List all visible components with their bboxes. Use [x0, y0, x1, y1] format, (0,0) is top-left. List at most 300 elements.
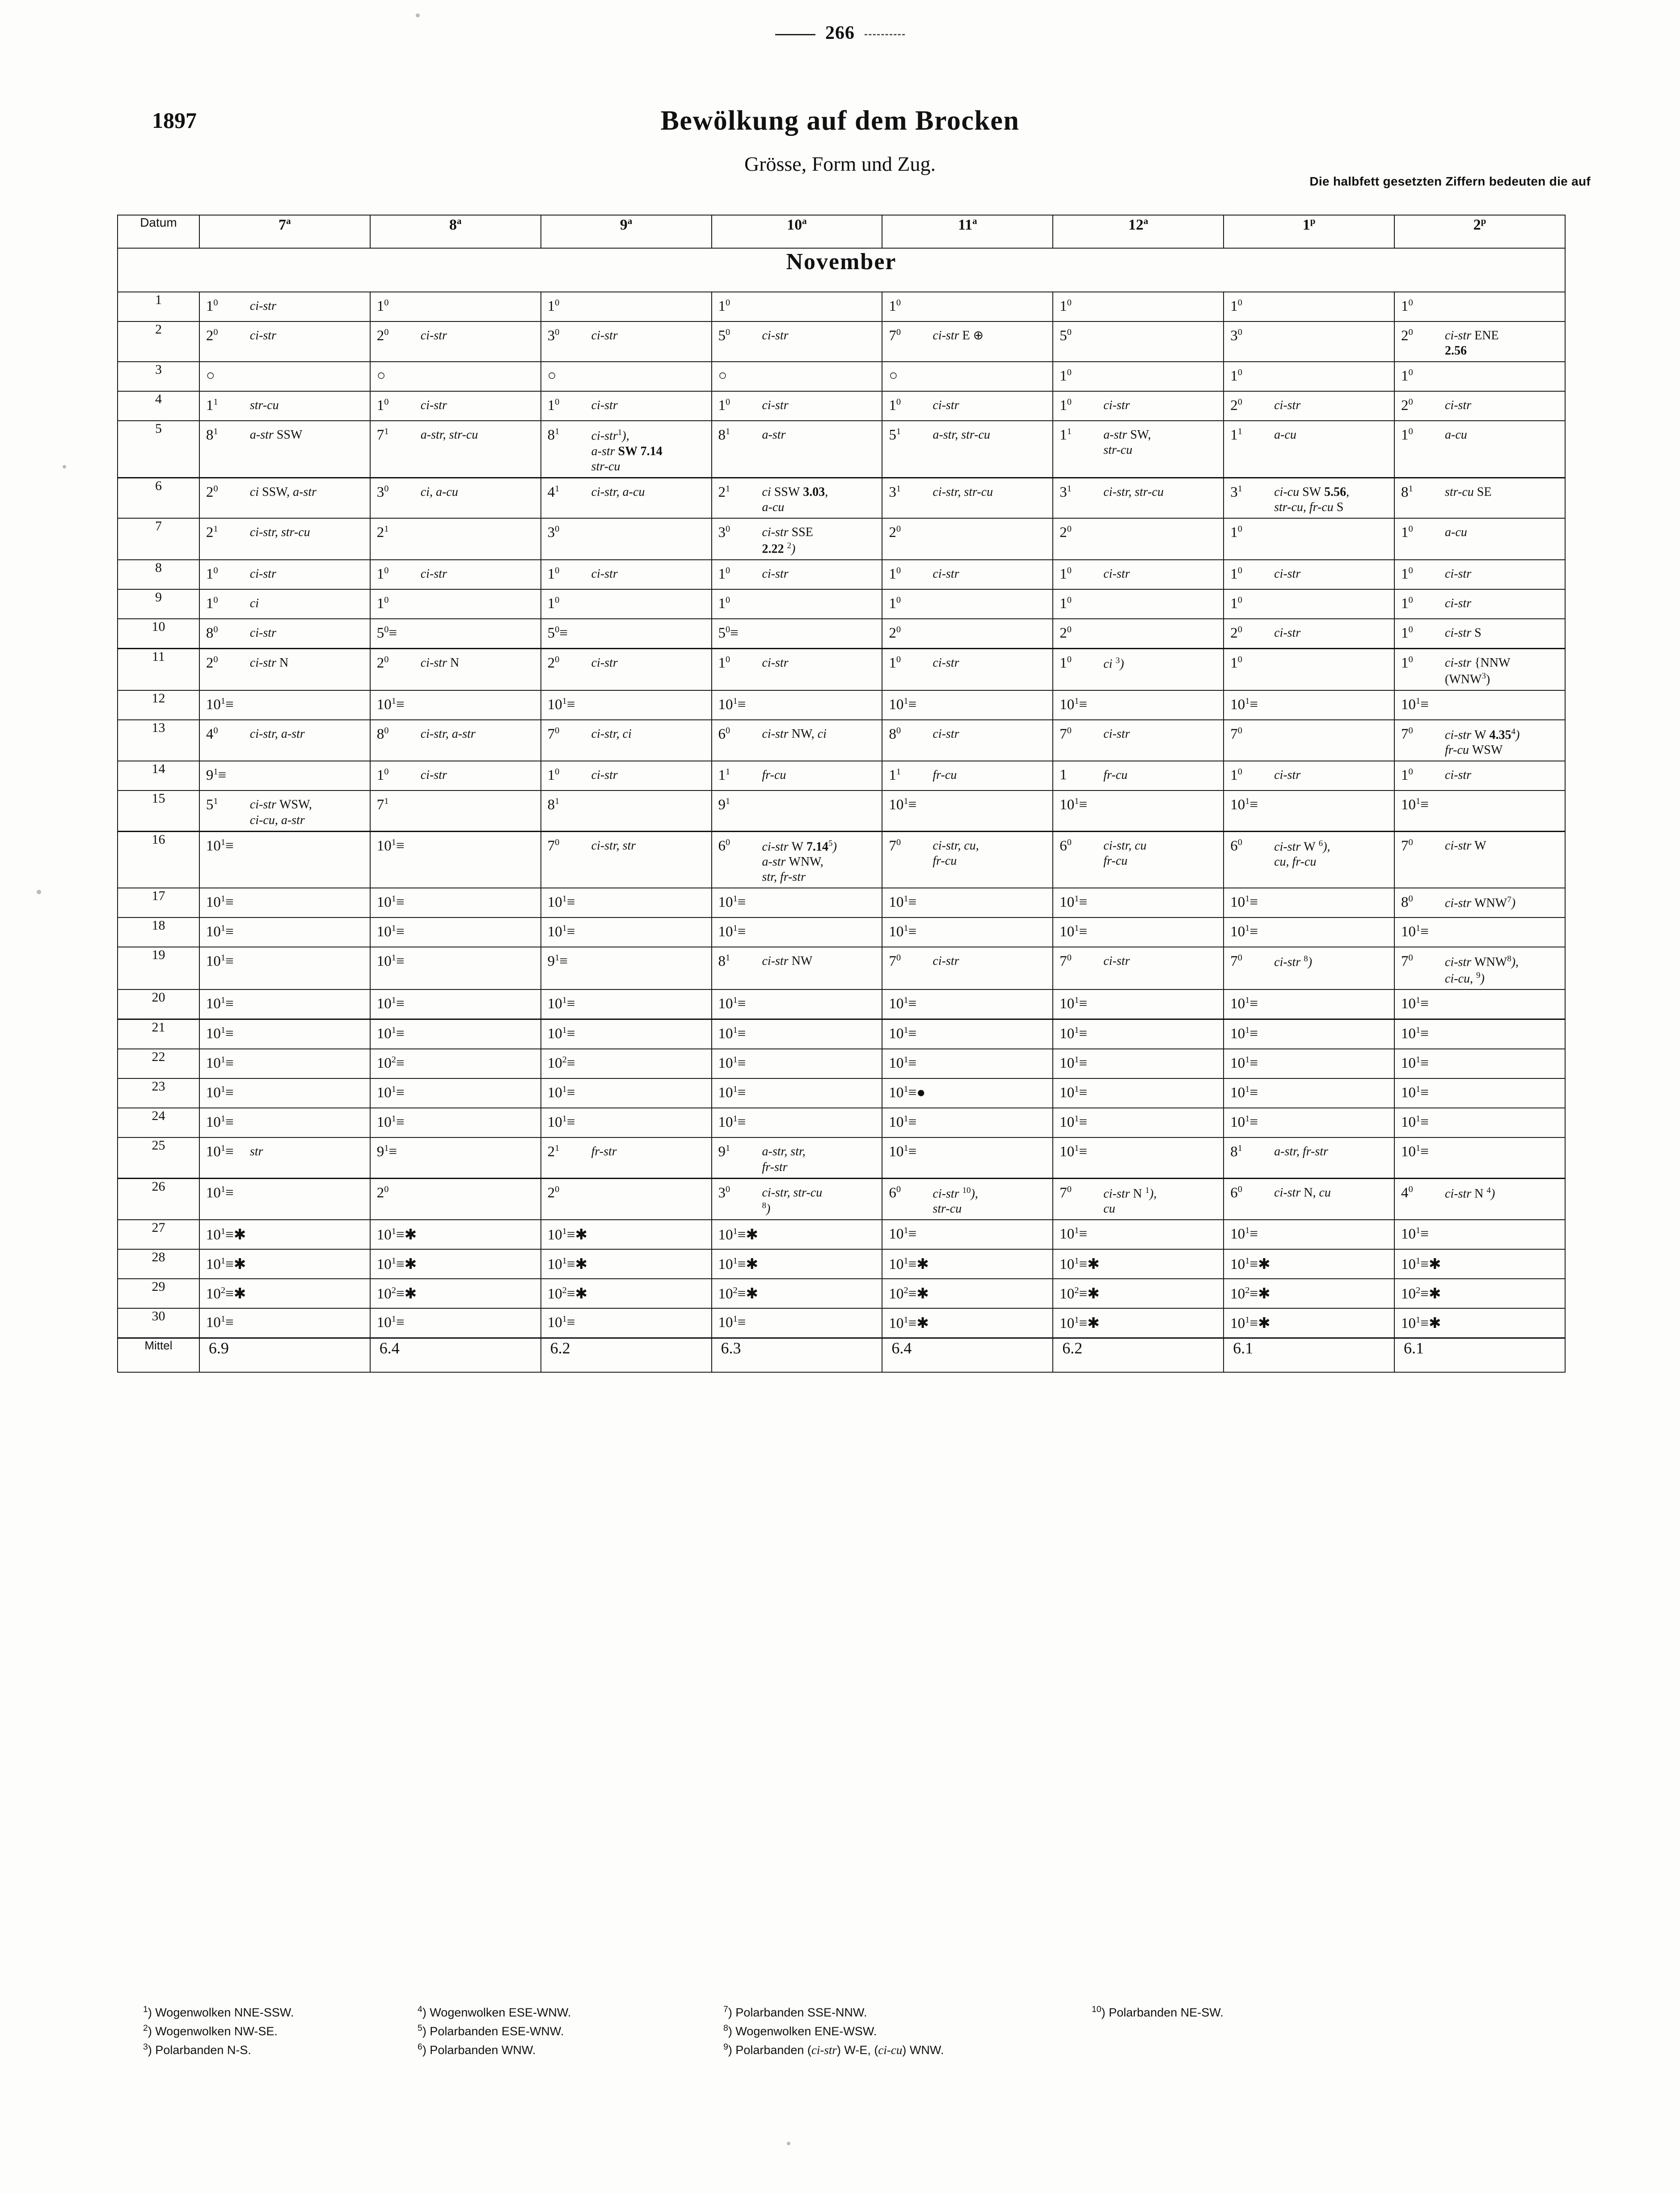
cloud-form-text: ci, a-cu — [420, 485, 458, 499]
observation-cell — [1394, 1078, 1565, 1108]
cloud-form-text — [930, 888, 1052, 917]
cloud-amount: $1^0$ — [1401, 524, 1413, 541]
observation-cell — [712, 421, 882, 478]
observation-content — [882, 947, 1052, 976]
rule-left — [775, 34, 815, 35]
observation-content — [712, 619, 882, 648]
cloud-form-text — [589, 1020, 711, 1048]
observation-cell — [1053, 478, 1224, 519]
cloud-form-text — [1271, 362, 1394, 391]
cloud-amount: $1^0$ — [376, 566, 389, 583]
observation-cell — [1224, 391, 1394, 421]
table-row — [118, 560, 1565, 589]
footnote-item: $^2$) Wogenwolken NW-SE. — [143, 2023, 278, 2038]
cloud-form-text — [760, 1020, 882, 1048]
cloud-form-text: ci-str, cu fr-cu — [1103, 838, 1147, 868]
observation-cell — [1224, 947, 1394, 989]
cloud-form-text: ci-str — [420, 398, 447, 413]
cloud-form-text — [1442, 292, 1565, 321]
observation-cell — [370, 1308, 541, 1338]
observation-content — [1395, 392, 1565, 420]
observation-content — [1053, 590, 1223, 618]
observation-content — [371, 590, 540, 618]
cloud-amount: $10^1\equiv$ — [1230, 796, 1258, 813]
cloud-amount: $10^1\equiv✱$ — [206, 1226, 246, 1243]
observation-content — [712, 590, 882, 618]
observation-cell — [1053, 560, 1224, 589]
cloud-form-text: ci-str W — [1445, 838, 1486, 853]
cloud-form-text: ci-str WNW$^8$), ci-cu, $^9$) — [1445, 954, 1519, 986]
observation-cell — [1053, 1078, 1224, 1108]
cloud-amount: $10^1\equiv$ — [1401, 1025, 1429, 1042]
cloud-form-text — [930, 791, 1052, 820]
observation-content — [882, 791, 1052, 820]
observation-cell — [541, 649, 712, 690]
cloud-form-text — [1442, 1309, 1565, 1337]
cloud-amount: $4^1$ — [547, 484, 560, 501]
observation-content — [541, 888, 711, 917]
observation-content — [712, 478, 882, 518]
observation-cell — [712, 1249, 882, 1279]
footnote-item: $^7$) Polarbanden SSE-NNW. — [723, 2004, 867, 2019]
cloud-form-text: ci-str — [591, 329, 618, 342]
observation-content — [1053, 832, 1223, 871]
cloud-form-text — [1101, 1020, 1223, 1048]
cloud-amount: $10^1\equiv✱$ — [1230, 1256, 1271, 1273]
cloud-form-text: ci-str — [1103, 398, 1130, 413]
observation-cell — [1224, 917, 1394, 947]
observation-content — [1053, 1179, 1223, 1220]
cloud-form-text — [1442, 691, 1565, 719]
observation-content — [1053, 560, 1223, 589]
observation-cell — [1224, 989, 1394, 1019]
cloud-amount: $10^1\equiv●$ — [889, 1084, 926, 1101]
cloud-form-text — [1101, 1049, 1223, 1078]
observation-content — [712, 649, 882, 678]
observation-cell — [1394, 589, 1565, 619]
observation-content — [541, 1279, 711, 1308]
cloud-form-text — [418, 619, 540, 648]
column-header-hour-7a: 7$^a$ — [199, 215, 370, 248]
cloud-form-text: ci-str — [249, 567, 276, 581]
cloud-form-text — [930, 292, 1052, 321]
cloud-form-text — [760, 590, 882, 618]
observation-cell — [541, 720, 712, 761]
cloud-form-text: ci-str — [762, 329, 789, 342]
observation-content — [1053, 761, 1223, 790]
footnote-grid — [143, 2003, 1547, 2059]
cloud-form-text — [1101, 619, 1223, 648]
day-number-cell: 29 — [118, 1279, 199, 1308]
cloud-amount: $10^1\equiv$ — [1401, 1226, 1429, 1243]
cloud-amount: $10^1\equiv$ — [206, 953, 234, 970]
observation-cell — [1394, 989, 1565, 1019]
observation-content — [541, 560, 711, 589]
observation-content — [1224, 761, 1394, 790]
observation-cell — [882, 1049, 1053, 1078]
observation-cell — [541, 518, 712, 560]
observation-content — [712, 1108, 882, 1137]
observation-cell — [1053, 720, 1224, 761]
observation-content — [1224, 918, 1394, 947]
day-number-cell: 20 — [118, 989, 199, 1019]
cloud-form-text — [247, 691, 370, 719]
observation-content — [371, 918, 540, 947]
cloud-form-text: ci-str $^8$) — [1274, 954, 1313, 969]
observation-content — [1224, 519, 1394, 547]
observation-content — [541, 1049, 711, 1078]
observation-cell — [1053, 917, 1224, 947]
observation-cell — [1224, 619, 1394, 649]
cloud-amount: $10^1\equiv$ — [1401, 1055, 1429, 1072]
day-number-cell: 25 — [118, 1137, 199, 1178]
observation-cell — [882, 761, 1053, 791]
observation-content — [1053, 1138, 1223, 1167]
cloud-amount: $10^1\equiv$ — [547, 1025, 575, 1042]
observation-content — [712, 990, 882, 1019]
observation-content — [371, 421, 540, 450]
cloud-form-text: ci-str, str-cu — [249, 525, 310, 540]
observation-cell — [1224, 831, 1394, 888]
cloud-amount: $2^0$ — [376, 1184, 389, 1201]
cloud-form-text: ci-str N, cu — [1274, 1185, 1331, 1200]
observation-content — [882, 1049, 1052, 1078]
observation-cell — [882, 619, 1053, 649]
cloud-amount: $10^1\equiv$ — [206, 696, 234, 713]
observation-cell — [541, 690, 712, 720]
cloud-form-text — [1101, 362, 1223, 391]
observation-cell — [199, 1049, 370, 1078]
observation-content — [200, 1049, 370, 1078]
cloud-form-text — [760, 1049, 882, 1078]
cloud-form-text — [760, 1309, 882, 1337]
cloud-amount: $10^1\equiv$ — [547, 894, 575, 911]
cloud-amount: ○ — [718, 368, 727, 384]
cloud-amount: $10^1\equiv$ — [547, 995, 575, 1012]
cloud-amount: $5^1$ — [206, 796, 218, 813]
observation-content — [1395, 947, 1565, 989]
observation-content — [1395, 619, 1565, 648]
cloud-form-text: ci-str — [1445, 768, 1472, 782]
observation-content — [541, 1179, 711, 1208]
cloud-amount: $10^1\equiv✱$ — [1059, 1315, 1100, 1332]
cloud-amount: $10^1\equiv$ — [718, 1314, 746, 1331]
observation-content — [200, 990, 370, 1019]
cloud-form-text — [589, 519, 711, 547]
observation-cell — [882, 1178, 1053, 1220]
observation-cell — [370, 362, 541, 391]
cloud-amount: $3^1$ — [1230, 484, 1242, 501]
cloud-amount: $8^1$ — [718, 953, 730, 970]
observation-cell — [370, 619, 541, 649]
observation-cell — [1394, 1108, 1565, 1137]
cloud-amount: $10^1\equiv$ — [376, 923, 405, 940]
cloud-form-text — [418, 1309, 540, 1337]
observation-content — [712, 1309, 882, 1337]
cloud-amount: $5^0$ — [718, 327, 730, 344]
observation-content — [882, 1250, 1052, 1278]
observation-cell — [1394, 1049, 1565, 1078]
observation-content — [882, 590, 1052, 618]
observation-content — [1395, 888, 1565, 917]
cloud-form-text: ci-str, a-str — [249, 727, 305, 741]
observation-cell — [1394, 1220, 1565, 1249]
observation-content — [882, 619, 1052, 648]
observation-cell — [1053, 391, 1224, 421]
cloud-amount: $10^2\equiv✱$ — [1059, 1285, 1100, 1302]
observation-cell — [882, 1308, 1053, 1338]
observation-cell — [370, 720, 541, 761]
cloud-amount: $1^0$ — [206, 595, 218, 612]
observation-cell — [712, 589, 882, 619]
cloud-amount: $1^0$ — [547, 767, 560, 784]
cloud-amount: $10^1\equiv$ — [206, 894, 234, 911]
mean-value: 6.2 — [550, 1339, 570, 1357]
day-number-cell: 10 — [118, 619, 199, 649]
day-number-cell: 1 — [118, 292, 199, 321]
observation-cell — [882, 791, 1053, 831]
observation-content — [882, 362, 1052, 391]
observation-cell — [882, 292, 1053, 321]
table-row — [118, 690, 1565, 720]
cloud-form-text: fr-cu — [1103, 768, 1128, 782]
observation-content — [1395, 1049, 1565, 1078]
observation-cell — [199, 391, 370, 421]
observation-cell — [1053, 649, 1224, 690]
cloud-amount: $10^1\equiv$ — [1401, 1114, 1429, 1131]
cloud-amount: $9^1$ — [718, 1143, 730, 1160]
cloud-amount: $1^0$ — [1401, 298, 1413, 314]
cloud-form-text — [589, 1250, 711, 1278]
day-number-cell: 23 — [118, 1078, 199, 1108]
observation-content — [1395, 1179, 1565, 1208]
cloud-amount: $8^1$ — [718, 427, 730, 444]
observation-cell — [882, 1220, 1053, 1249]
cloud-form-text — [760, 292, 882, 321]
observation-content — [1053, 1309, 1223, 1337]
footnote-item: $^6$) Polarbanden WNW. — [418, 2042, 536, 2057]
cloud-form-text — [760, 791, 882, 820]
cloud-amount: $2^0$ — [889, 625, 901, 642]
observation-content — [712, 947, 882, 976]
observation-cell — [541, 1137, 712, 1178]
observation-cell — [1224, 720, 1394, 761]
cloud-form-text — [418, 1179, 540, 1208]
cloud-amount: $7^0$ — [889, 837, 901, 854]
cloud-form-text — [589, 1220, 711, 1249]
cloud-amount: $1^0$ — [718, 655, 730, 672]
cloud-form-text: a-cu — [1445, 428, 1467, 442]
observation-content — [200, 322, 370, 351]
observation-content — [712, 791, 882, 820]
observation-content — [1395, 720, 1565, 761]
cloud-amount: $8^0$ — [1401, 894, 1413, 911]
day-number-cell: 16 — [118, 831, 199, 888]
observation-content — [1224, 990, 1394, 1019]
observation-cell — [712, 478, 882, 519]
cloud-form-text — [1271, 1020, 1394, 1048]
cloud-amount: $10^1\equiv$ — [1230, 1226, 1258, 1243]
cloud-form-text: str-cu — [249, 398, 279, 413]
observation-content — [541, 322, 711, 351]
observation-cell — [1394, 292, 1565, 321]
cloud-amount: 1 — [1059, 767, 1067, 783]
observation-cell — [1053, 1019, 1224, 1049]
observation-content — [200, 1108, 370, 1137]
observation-cell — [199, 1178, 370, 1220]
cloud-form-text: fr-str — [591, 1145, 617, 1159]
observation-content — [882, 478, 1052, 507]
observation-content — [712, 1279, 882, 1308]
observation-content — [371, 1049, 540, 1078]
cloud-form-text — [1442, 1079, 1565, 1108]
cloud-amount: $6^0$ — [718, 837, 730, 854]
observation-content — [1053, 1250, 1223, 1278]
observation-cell — [882, 947, 1053, 989]
day-number-cell: 19 — [118, 947, 199, 989]
observation-cell — [712, 292, 882, 321]
table-row — [118, 888, 1565, 917]
observation-cell — [1394, 831, 1565, 888]
observation-content — [371, 362, 540, 391]
cloud-amount: $1^0$ — [1401, 566, 1413, 583]
observation-cell — [1394, 761, 1565, 791]
observation-content — [882, 761, 1052, 790]
cloud-amount: $3^1$ — [889, 484, 901, 501]
cloud-amount: $3^0$ — [547, 327, 560, 344]
observation-cell — [882, 391, 1053, 421]
observation-content — [371, 478, 540, 507]
observation-cell — [370, 589, 541, 619]
cloud-form-text — [1271, 1079, 1394, 1108]
observation-content — [1224, 1220, 1394, 1249]
cloud-form-text — [930, 362, 1052, 391]
observation-content — [1395, 292, 1565, 321]
observation-content — [1053, 888, 1223, 917]
observation-content — [541, 392, 711, 420]
cloud-amount: $10^1\equiv✱$ — [376, 1256, 417, 1273]
observation-cell — [1053, 1308, 1224, 1338]
cloud-amount: $3^1$ — [1059, 484, 1072, 501]
observation-cell — [882, 831, 1053, 888]
observation-content — [200, 1179, 370, 1208]
cloud-form-text: ci-str — [1445, 398, 1472, 413]
observation-content — [200, 362, 370, 391]
observation-cell — [1394, 560, 1565, 589]
observation-content — [541, 649, 711, 678]
observation-content — [882, 1108, 1052, 1137]
day-number-cell: 30 — [118, 1308, 199, 1338]
cloud-form-text: ci-str$^1$), a-str SW 7.14 str-cu — [591, 428, 663, 473]
observation-cell — [882, 321, 1053, 362]
cloud-form-text — [1101, 990, 1223, 1019]
cloud-form-text: ci-str — [762, 656, 789, 670]
table-body — [118, 248, 1565, 1372]
mean-value-cell — [199, 1338, 370, 1373]
observation-cell — [1224, 518, 1394, 560]
observation-cell — [1053, 1249, 1224, 1279]
observation-cell — [1394, 1137, 1565, 1178]
observation-cell — [541, 292, 712, 321]
cloud-form-text: a-str, fr-str — [1274, 1145, 1328, 1159]
observation-cell — [882, 1137, 1053, 1178]
observation-cell — [370, 292, 541, 321]
observation-cell — [370, 1108, 541, 1137]
cloud-amount: $8^0$ — [376, 725, 389, 742]
cloud-amount: $1^1$ — [206, 397, 218, 414]
observation-cell — [199, 1078, 370, 1108]
observation-cell — [882, 1279, 1053, 1308]
observation-cell — [1224, 1178, 1394, 1220]
observation-cell — [541, 321, 712, 362]
cloud-form-text — [418, 590, 540, 618]
cloud-form-text: a-str, str-cu — [420, 428, 478, 442]
cloud-amount: $10^1\equiv$ — [1059, 1114, 1088, 1131]
cloud-form-text: ci-str NW — [762, 954, 813, 968]
cloud-amount: $2^0$ — [1059, 524, 1072, 541]
cloud-form-text — [760, 619, 882, 648]
observation-cell — [712, 1019, 882, 1049]
observation-content — [541, 362, 711, 391]
observation-content — [882, 1020, 1052, 1048]
observation-cell — [712, 560, 882, 589]
cloud-amount: $1^0$ — [376, 397, 389, 414]
observation-content — [1395, 1138, 1565, 1167]
observation-content — [712, 421, 882, 450]
cloud-amount: $2^0$ — [1059, 625, 1072, 642]
cloud-amount: $10^1\equiv$ — [1230, 696, 1258, 713]
cloud-form-text — [247, 832, 370, 861]
observation-cell — [1053, 421, 1224, 478]
day-number-cell: 13 — [118, 720, 199, 761]
cloud-amount: $9^1\equiv$ — [547, 953, 568, 970]
cloud-amount: $10^1\equiv$ — [1059, 1226, 1088, 1243]
table-row — [118, 947, 1565, 989]
observation-content — [371, 1220, 540, 1249]
observation-content — [371, 1138, 540, 1167]
observation-cell — [712, 720, 882, 761]
observation-content — [712, 888, 882, 917]
day-number-cell: 26 — [118, 1178, 199, 1220]
observation-content — [882, 1079, 1052, 1108]
observation-content — [1224, 1309, 1394, 1337]
observation-cell — [882, 518, 1053, 560]
cloud-form-text: ci-str, a-cu — [591, 485, 645, 499]
observation-content — [1395, 1079, 1565, 1108]
cloud-amount: $1^0$ — [376, 595, 389, 612]
scan-speck — [63, 465, 66, 469]
observation-cell — [882, 1019, 1053, 1049]
observation-content — [200, 392, 370, 420]
day-number-cell: 18 — [118, 917, 199, 947]
observation-content — [200, 1250, 370, 1278]
cloud-amount: $2^0$ — [1230, 397, 1242, 414]
cloud-amount: $1^0$ — [889, 298, 901, 314]
footnote-item: $^9$) Polarbanden (ci-str) W-E, (ci-cu) WNW. — [723, 2042, 944, 2057]
observation-content — [882, 1309, 1052, 1337]
cloud-amount: $1^1$ — [1230, 427, 1242, 444]
rule-right — [865, 34, 905, 35]
cloud-amount: $2^0$ — [206, 484, 218, 501]
cloud-amount: $10^1\equiv$ — [718, 1055, 746, 1072]
cloud-amount: $10^1\equiv$ — [718, 923, 746, 940]
cloud-form-text: ci $^3$) — [1103, 656, 1124, 671]
cloud-form-text: a-cu — [1445, 525, 1467, 540]
observation-content — [1053, 519, 1223, 547]
observation-content — [1224, 1108, 1394, 1137]
observation-cell — [541, 831, 712, 888]
observation-content — [541, 519, 711, 547]
